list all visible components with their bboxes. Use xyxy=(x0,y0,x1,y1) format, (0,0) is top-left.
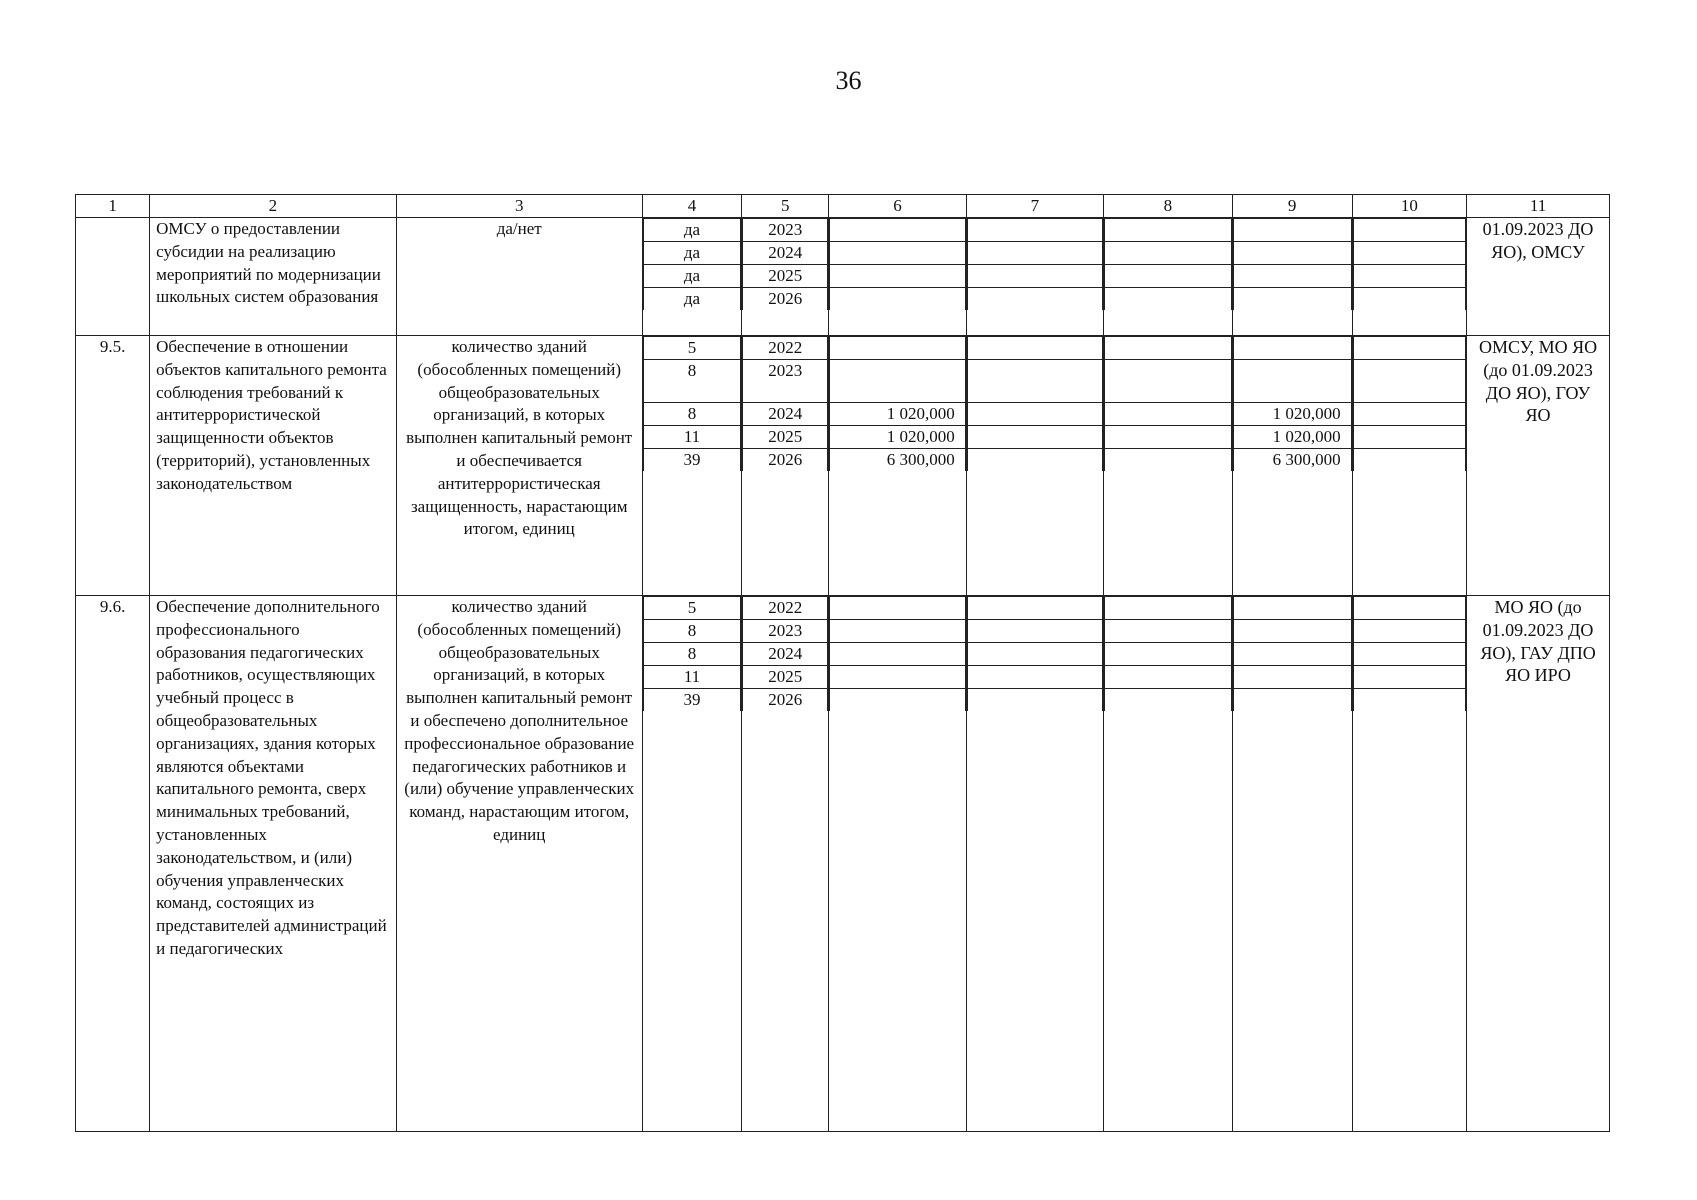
year: 2025 xyxy=(743,666,828,689)
amount xyxy=(1233,288,1351,311)
amount xyxy=(1233,242,1351,265)
executor: ОМСУ, МО ЯО (до 01.09.2023 ДО ЯО), ГОУ ЯО xyxy=(1467,336,1610,596)
amount xyxy=(830,689,965,712)
table-row xyxy=(76,218,1610,336)
page-number: 36 xyxy=(835,66,862,95)
year: 2024 xyxy=(743,643,828,666)
indicator-value: 8 xyxy=(643,620,740,643)
amount: 1 020,000 xyxy=(1233,426,1351,449)
amount: 1 020,000 xyxy=(830,403,965,426)
col-header: 4 xyxy=(642,195,741,218)
year: 2023 xyxy=(743,620,828,643)
measure-name: ОМСУ о предоставлении субсидии на реализацию мероприятий по модернизации школьных систем образования xyxy=(150,218,396,336)
indicator-name: да/нет xyxy=(396,218,642,336)
executor: МО ЯО (до 01.09.2023 ДО ЯО), ГАУ ДПО ЯО ИРО xyxy=(1467,596,1610,1132)
year: 2022 xyxy=(743,337,828,360)
indicator-value: 5 xyxy=(643,337,740,360)
year: 2023 xyxy=(743,219,828,242)
executor: 01.09.2023 ДО ЯО), ОМСУ xyxy=(1467,218,1610,336)
indicator-value: да xyxy=(643,219,740,242)
year: 2026 xyxy=(743,449,828,472)
year: 2026 xyxy=(743,689,828,712)
amount xyxy=(1233,689,1351,712)
amount xyxy=(830,360,965,403)
year: 2026 xyxy=(743,288,828,311)
amount xyxy=(830,219,965,242)
row-number: 9.5. xyxy=(76,336,150,596)
amount xyxy=(830,265,965,288)
col-header: 6 xyxy=(829,195,966,218)
amount: 1 020,000 xyxy=(830,426,965,449)
col-header: 11 xyxy=(1467,195,1610,218)
indicator-value: да xyxy=(643,288,740,311)
year: 2022 xyxy=(743,597,828,620)
indicator-name: количество зданий (обособленных помещений) общеобразовательных организаций, в которых выполнен капитальный ремонт и обеспечивается антитеррористическая защищенность, нарастающим итогом, единиц xyxy=(396,336,642,596)
col-header: 10 xyxy=(1352,195,1466,218)
col-header: 1 xyxy=(76,195,150,218)
amount xyxy=(1233,337,1351,360)
indicator-value: 11 xyxy=(643,666,740,689)
column-number-row xyxy=(76,195,1610,218)
amount xyxy=(1233,597,1351,620)
amount: 6 300,000 xyxy=(1233,449,1351,472)
measure-name: Обеспечение дополнительного профессионального образования педагогических работников, осуществляющих учебный процесс в общеобразовательных организациях, здания которых являются объектами капитального ремонта, сверх минимальных требований, установленных законодательством, и (или) обучения управленческих команд, состоящих из представителей администраций и педагогических xyxy=(150,596,396,1132)
col-header: 8 xyxy=(1104,195,1233,218)
amount xyxy=(830,666,965,689)
indicator-value: 5 xyxy=(643,597,740,620)
table-row xyxy=(76,596,1610,1132)
measure-name: Обеспечение в отношении объектов капитального ремонта соблюдения требований к антитеррористической защищенности объектов (территорий), установленных законодательством xyxy=(150,336,396,596)
amount xyxy=(830,337,965,360)
year: 2023 xyxy=(743,360,828,403)
table-row xyxy=(76,336,1610,596)
amount: 1 020,000 xyxy=(1233,403,1351,426)
amount xyxy=(830,242,965,265)
amount xyxy=(1233,666,1351,689)
amount xyxy=(1233,219,1351,242)
amount xyxy=(1233,620,1351,643)
amount xyxy=(1233,643,1351,666)
indicator-value: 11 xyxy=(643,426,740,449)
amount xyxy=(830,620,965,643)
indicator-value: 8 xyxy=(643,403,740,426)
indicator-name: количество зданий (обособленных помещений) общеобразовательных организаций, в которых выполнен капитальный ремонт и обеспечено дополнительное профессиональное образование педагогических работников и (или) обучение управленческих команд, нарастающим итогом, единиц xyxy=(396,596,642,1132)
indicator-value: 39 xyxy=(643,689,740,712)
indicator-value: да xyxy=(643,265,740,288)
amount xyxy=(830,288,965,311)
row-number: 9.6. xyxy=(76,596,150,1132)
col-header: 2 xyxy=(150,195,396,218)
col-header: 3 xyxy=(396,195,642,218)
indicator-value: 39 xyxy=(643,449,740,472)
col-header: 9 xyxy=(1232,195,1352,218)
amount xyxy=(1233,265,1351,288)
amount xyxy=(830,597,965,620)
indicator-value: да xyxy=(643,242,740,265)
year: 2024 xyxy=(743,242,828,265)
col-header: 5 xyxy=(742,195,829,218)
program-table xyxy=(75,194,1610,1132)
indicator-value: 8 xyxy=(643,360,740,403)
col-header: 7 xyxy=(966,195,1103,218)
year: 2025 xyxy=(743,426,828,449)
indicator-value: 8 xyxy=(643,643,740,666)
row-number xyxy=(76,218,150,336)
year: 2024 xyxy=(743,403,828,426)
amount xyxy=(1233,360,1351,403)
amount: 6 300,000 xyxy=(830,449,965,472)
year: 2025 xyxy=(743,265,828,288)
amount xyxy=(830,643,965,666)
